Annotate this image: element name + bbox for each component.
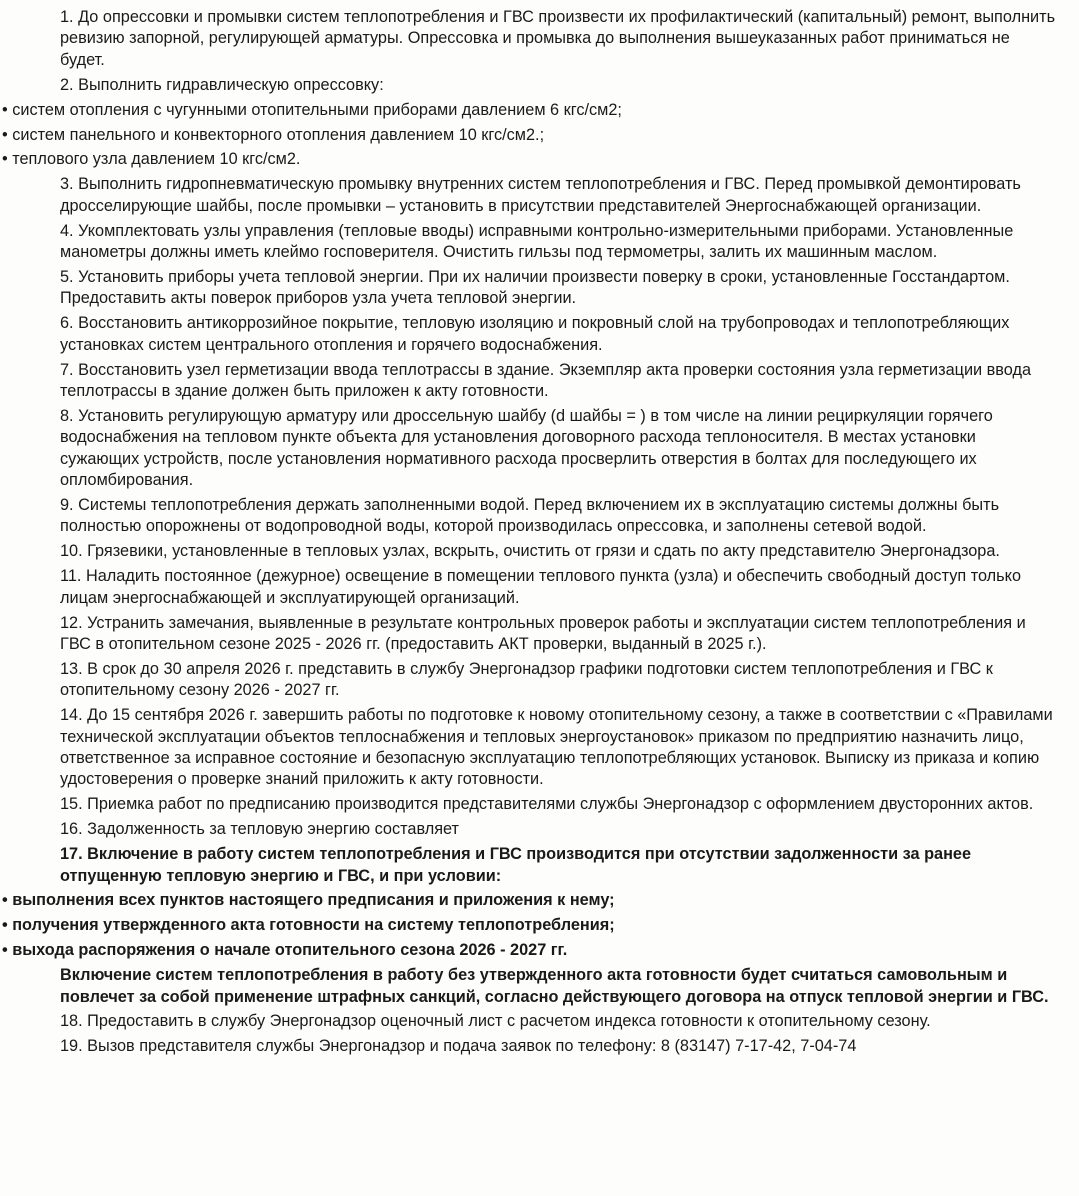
paragraph-8 xyxy=(38,406,1059,492)
paragraph-17 xyxy=(38,844,1059,887)
paragraph-7 xyxy=(38,360,1059,403)
paragraph-10 xyxy=(38,541,1059,562)
paragraph-11-text: 11. Наладить постоянное (дежурное) освещение в помещении теплового пункта (узла) и обеспечить свободный доступ только лицам энергоснабжающей и эксплуатирующей организаций. xyxy=(60,567,1022,607)
paragraph-4-text: 4. Укомплектовать узлы управления (тепловые вводы) исправными контрольно-измерительными приборами. Установленные манометры должны иметь клеймо госповерителя. Очистить гильзы под термометры, залить их машинным маслом. xyxy=(60,221,1014,262)
paragraph-2 xyxy=(38,75,1059,96)
paragraph-13-text: 13. В срок до 30 апреля 2026 г. представить в службу Энергонадзор графики подготовки систем теплопотребления и ГВС к отопительному сезону 2026 - 2027 гг. xyxy=(60,659,993,700)
paragraph-19-text: 19. Вызов представителя службы Энергонадзор и подача заявок по телефону: 8 (83147) 7-17-42, 7-04-74 xyxy=(60,1037,857,1056)
paragraph-16-text: 16. Задолженность за тепловую энергию составляет xyxy=(60,820,460,839)
paragraph-4 xyxy=(38,221,1059,264)
paragraph-18 xyxy=(38,1011,1059,1032)
paragraph-5 xyxy=(38,267,1059,310)
paragraph-5-text: 5. Установить приборы учета тепловой энергии. При их наличии произвести поверку в сроки, установленные Госстандартом. Предоставить акты поверок приборов узла учета тепловой энергии. xyxy=(60,267,1010,308)
paragraph-18-text: 18. Предоставить в службу Энергонадзор оценочный лист с расчетом индекса готовности к отопительному сезону. xyxy=(60,1012,931,1031)
bullet-17-1: • выполнения всех пунктов настоящего предписания и приложения к нему; xyxy=(2,891,615,910)
paragraph-15 xyxy=(38,794,1059,815)
paragraph-7-text: 7. Восстановить узел герметизации ввода теплотрассы в здание. Экземпляр акта проверки состояния узла герметизации ввода теплотрассы в здание должен быть приложен к акту готовности. xyxy=(60,360,1032,400)
paragraph-17-text: 17. Включение в работу систем теплопотребления и ГВС производится при отсутствии задолженности за ранее отпущенную тепловую энергию и ГВС, и при условии: xyxy=(60,845,972,885)
paragraph-1 xyxy=(38,7,1059,71)
bullet-2-3: • теплового узла давлением 10 кгс/см2. xyxy=(2,150,301,169)
paragraph-1-text: 1. До опрессовки и промывки систем теплопотребления и ГВС произвести их профилактический (капитальный) ремонт, выполнить ревизию запорной, регулирующей арматуры. Опрессовка и промывка до выполнения вышеуказанных работ приниматься не будет. xyxy=(60,8,1056,69)
paragraph-11 xyxy=(38,566,1059,609)
paragraph-14 xyxy=(38,705,1059,791)
bullet-2-2: • систем панельного и конвекторного отопления давлением 10 кгс/см2.; xyxy=(2,125,545,144)
paragraph-8-text: 8. Установить регулирующую арматуру или дроссельную шайбу (d шайбы = ) в том числе на линии рециркуляции горячего водоснабжения на тепловом пункте объекта для установления договорного расхода теплоносителя. В местах установки сужающих устройств, после установления нормативного расхода просверлить отверстия в болтах для последующего их опломбирования. xyxy=(60,406,993,490)
paragraph-9 xyxy=(38,495,1059,538)
bullet-17-3: • выхода распоряжения о начале отопительного сезона 2026 - 2027 гг. xyxy=(2,941,568,960)
paragraph-16 xyxy=(38,819,1059,840)
paragraph-19 xyxy=(38,1036,1059,1057)
paragraph-2-text: 2. Выполнить гидравлическую опрессовку: xyxy=(60,75,384,94)
paragraph-12-text: 12. Устранить замечания, выявленные в результате контрольных проверок работы и эксплуатации систем теплопотребления и ГВС в отопительном сезоне 2025 - 2026 гг. (предоставить АКТ проверки, выданный в 2025 г.). xyxy=(60,613,1026,653)
paragraph-6 xyxy=(38,313,1059,356)
paragraph-12 xyxy=(38,613,1059,656)
paragraph-3-text: 3. Выполнить гидропневматическую промывку внутренних систем теплопотребления и ГВС. Перед промывкой демонтировать дросселирующие шайбы, после промывки – установить в присутствии представителей Энергоснабжающей организации. xyxy=(60,175,1021,215)
paragraph-6-text: 6. Восстановить антикоррозийное покрытие, тепловую изоляцию и покровный слой на трубопроводах и теплопотребляющих установках систем центрального отопления и горячего водоснабжения. xyxy=(60,314,1010,354)
paragraph-17-note xyxy=(38,965,1059,1008)
paragraph-14-text: 14. До 15 сентября 2026 г. завершить работы по подготовке к новому отопительному сезону, а также в соответствии с «Правилами технической эксплуатации объектов теплоснабжения и тепловых энергоустановок» приказом по предприятию назначить лицо, ответственное за исправное состояние и безопасную эксплуатацию теплопотребляющих установок. Выписку из приказа и копию удостоверения о проверке знаний приложить к акту готовности. xyxy=(60,706,1053,789)
paragraph-3 xyxy=(38,174,1059,217)
paragraph-13 xyxy=(38,659,1059,702)
paragraph-17-note-text: Включение систем теплопотребления в работу без утвержденного акта готовности будет считаться самовольным и повлечет за собой применение штрафных санкций, согласно действующего договора на отпуск тепловой энергии и ГВС. xyxy=(60,966,1049,1006)
bullet-17-2: • получения утвержденного акта готовности на систему теплопотребления; xyxy=(2,916,615,935)
paragraph-10-text: 10. Грязевики, установленные в тепловых узлах, вскрыть, очистить от грязи и сдать по акту представителю Энергонадзора. xyxy=(60,542,1000,561)
paragraph-15-text: 15. Приемка работ по предписанию производится представителями службы Энергонадзор с оформлением двусторонних актов. xyxy=(60,795,1034,814)
paragraph-9-text: 9. Системы теплопотребления держать заполненными водой. Перед включением их в эксплуатацию системы должны быть полностью опорожнены от водопроводной воды, которой производилась опрессовка, и заполнены сетевой водой. xyxy=(60,496,1000,536)
bullet-2-1: • систем отопления с чугунными отопительными приборами давлением 6 кгс/см2; xyxy=(2,100,622,119)
